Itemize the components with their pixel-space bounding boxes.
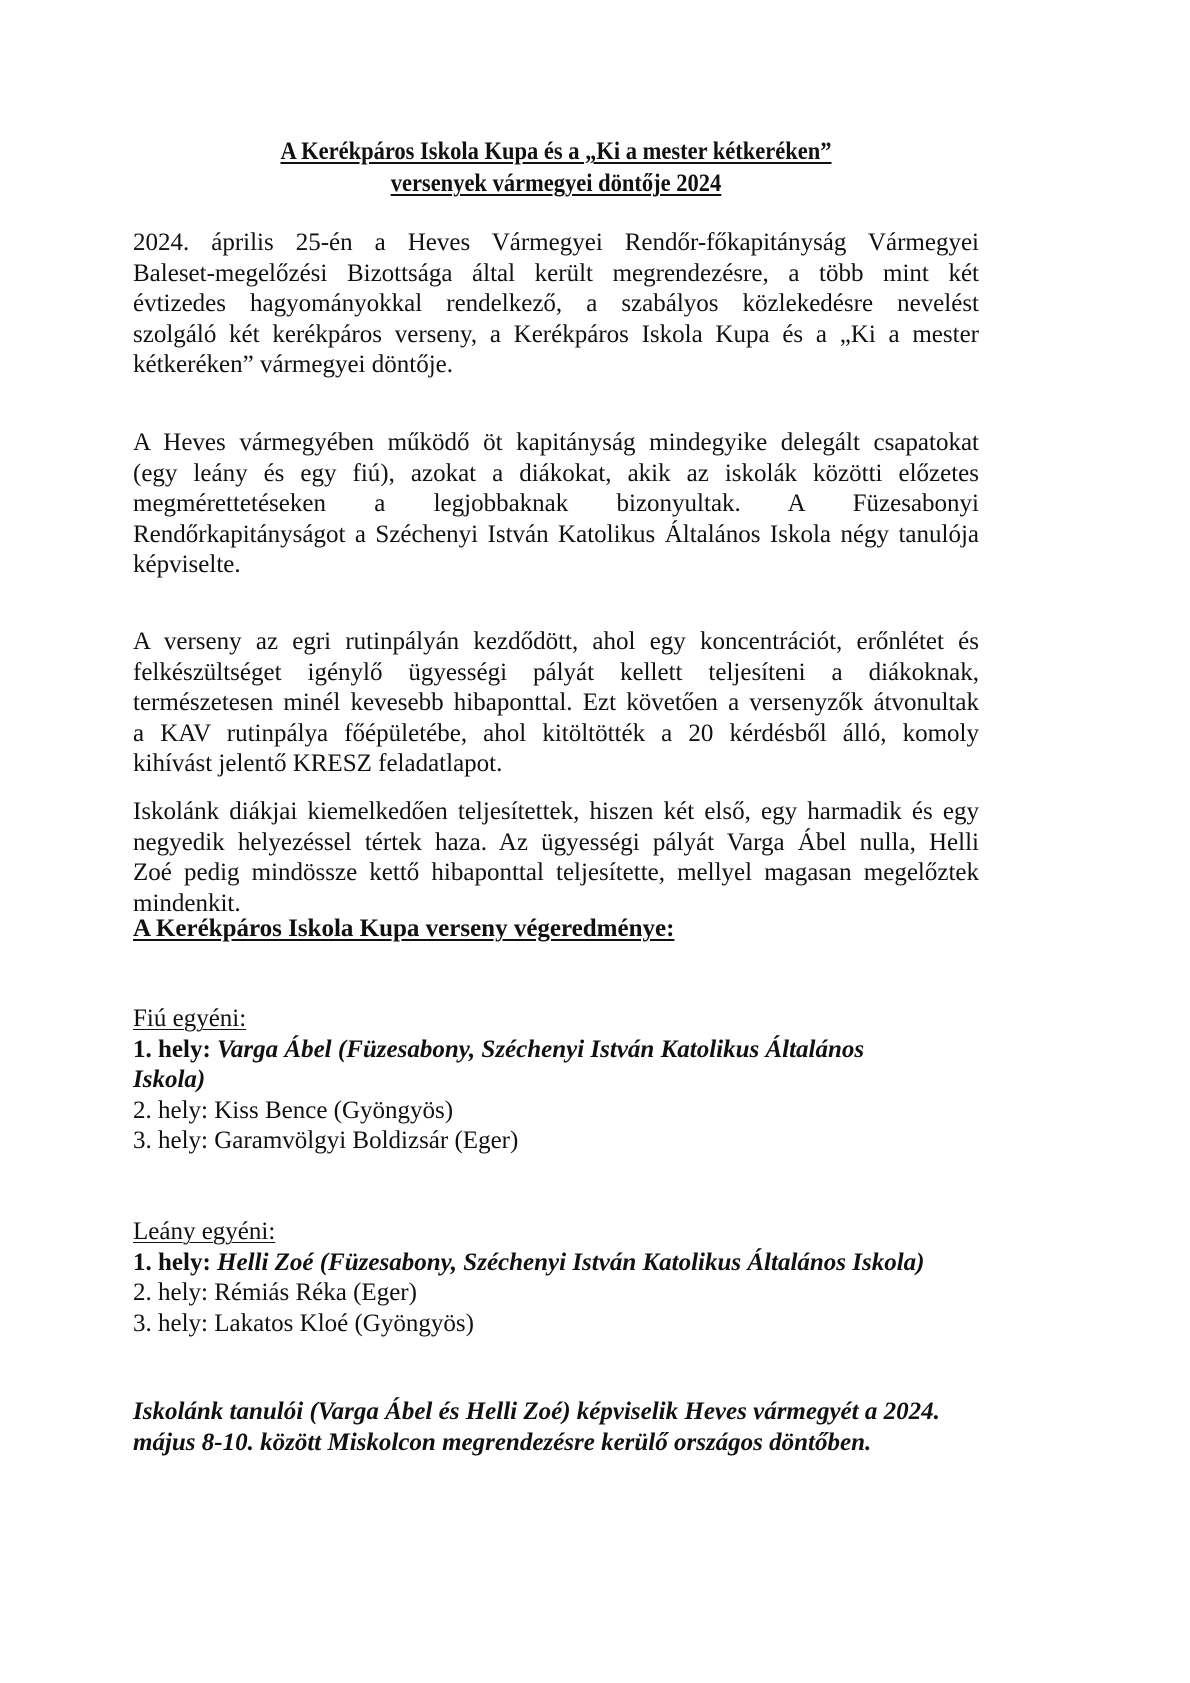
paragraph-line: Zoé pedig mindössze kettő hibaponttal teljesítette, mellyel magasan megelőztek <box>133 859 979 886</box>
document-title-line-2: versenyek vármegyei döntője 2024 <box>390 170 722 197</box>
result-row-third <box>133 1126 979 1157</box>
paragraph-line: kihívást jelentő KRESZ feladatlapot. <box>133 750 503 777</box>
place-number: 1. hely: <box>133 1035 211 1063</box>
place-name-continuation: Iskola) <box>133 1066 206 1093</box>
paragraph-line: (egy leány és egy fiú), azokat a diákokat, akik az iskolák közötti előzetes <box>133 459 979 487</box>
paragraph-line: természetesen minél kevesebb hibaponttal. Ezt követően a versenyzők átvonultak <box>133 689 979 716</box>
paragraph-line: megmérettetéseken a legjobbaknak bizonyultak. A Füzesabonyi <box>133 490 979 517</box>
paragraph-line: 2024. április 25-én a Heves Vármegyei Rendőr-főkapitányság Vármegyei <box>133 229 979 256</box>
paragraph-line: felkészültséget igénylő ügyességi pályát kellett teljesíteni a diákoknak, <box>133 658 979 686</box>
paragraph-line: A verseny az egri rutinpályán kezdődött, ahol egy koncentrációt, erőnlétet és <box>133 628 979 655</box>
result-row-second <box>133 1278 979 1309</box>
closing-line: Iskolánk tanulói (Varga Ábel és Helli Zoé) képviselik Heves vármegyét a 2024. <box>133 1398 940 1425</box>
category-label-boys: Fiú egyéni: <box>133 1005 247 1032</box>
paragraph-line: Baleset-megelőzési Bizottsága által került megrendezésre, a több mint két <box>133 259 979 287</box>
paragraph-line: Iskolánk diákjai kiemelkedően teljesítettek, hiszen két első, egy harmadik és egy <box>133 798 979 825</box>
paragraph-teams <box>133 428 979 581</box>
results-heading: A Kerékpáros Iskola Kupa verseny végeredménye: <box>133 915 675 942</box>
paragraph-line: Rendőrkapitányságot a Széchenyi István Katolikus Általános Iskola négy tanulója <box>133 520 979 548</box>
place-name: Varga Ábel (Füzesabony, Széchenyi István Katolikus Általános <box>217 1035 865 1063</box>
place-name: Rémiás Réka (Eger) <box>214 1279 417 1306</box>
result-row-first-continuation <box>133 1065 979 1096</box>
place-name: Helli Zoé (Füzesabony, Széchenyi István Katolikus Általános Iskola) <box>217 1248 925 1276</box>
paragraph-line: évtizedes hagyományokkal rendelkező, a szabályos közlekedésre nevelést <box>133 290 979 317</box>
paragraph-intro <box>133 228 979 381</box>
paragraph-line: a KAV rutinpálya főépületébe, ahol kitöltötték a 20 kérdésből álló, komoly <box>133 719 979 747</box>
place-number: 3. hely: <box>133 1309 208 1337</box>
paragraph-line: képviselte. <box>133 551 241 578</box>
place-number: 2. hely: <box>133 1279 208 1306</box>
closing-statement <box>133 1397 979 1458</box>
place-number: 2. hely: <box>133 1096 208 1124</box>
place-name: Kiss Bence (Gyöngyös) <box>214 1096 454 1124</box>
paragraph-line: negyedik helyezéssel tértek haza. Az ügyességi pályát Varga Ábel nulla, Helli <box>133 828 979 856</box>
place-name: Lakatos Kloé (Gyöngyös) <box>214 1309 474 1337</box>
paragraph-line: kétkeréken” vármegyei döntője. <box>133 351 453 378</box>
place-number: 3. hely: <box>133 1127 208 1154</box>
results-girls <box>133 1217 979 1339</box>
result-row-first <box>133 1248 979 1279</box>
paragraph-line: A Heves vármegyében működő öt kapitányság mindegyike delegált csapatokat <box>133 429 979 456</box>
result-row-second <box>133 1096 979 1127</box>
paragraph-line: mindenkit. <box>133 889 241 917</box>
paragraph-competition <box>133 627 979 780</box>
document-title-line-1: A Kerékpáros Iskola Kupa és a „Ki a mester kétkeréken” <box>280 138 832 165</box>
place-name: Garamvölgyi Boldizsár (Eger) <box>214 1127 519 1154</box>
category-label-girls: Leány egyéni: <box>133 1218 276 1245</box>
place-number: 1. hely: <box>133 1248 211 1276</box>
closing-line: május 8-10. között Miskolcon megrendezésre kerülő országos döntőben. <box>133 1428 872 1456</box>
paragraph-line: szolgáló két kerékpáros verseny, a Kerékpáros Iskola Kupa és a „Ki a mester <box>133 320 979 348</box>
results-boys <box>133 1004 979 1157</box>
result-row-first <box>133 1035 979 1066</box>
paragraph-performance <box>133 797 979 919</box>
result-row-third <box>133 1309 979 1340</box>
